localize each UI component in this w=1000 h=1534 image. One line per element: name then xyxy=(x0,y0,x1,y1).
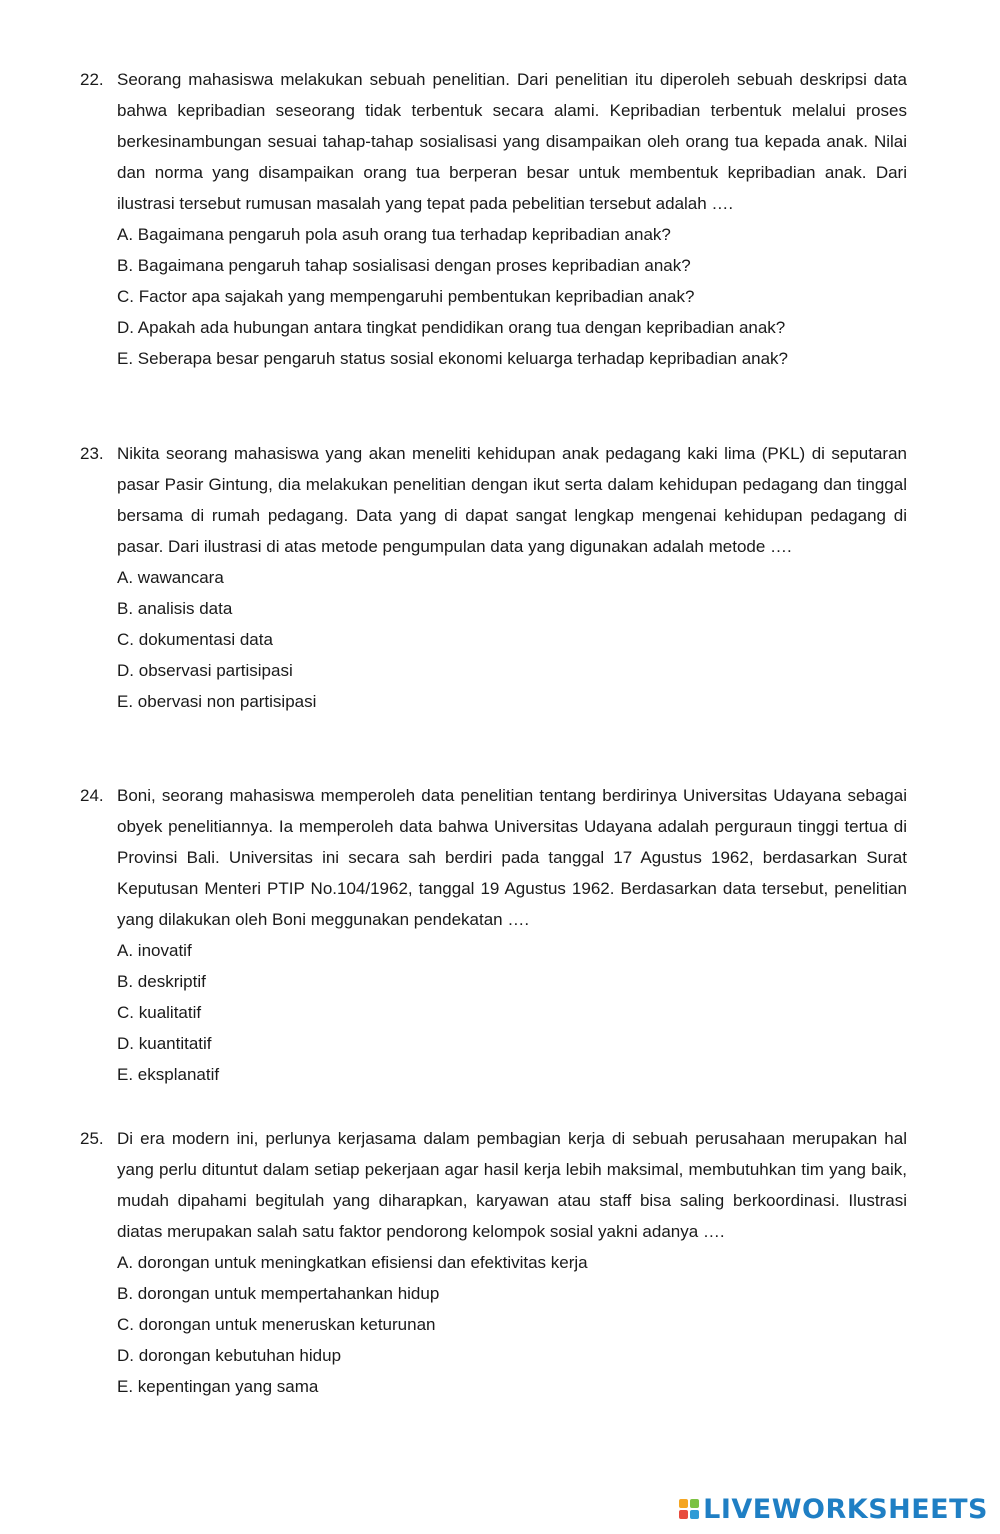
question-text: Seorang mahasiswa melakukan sebuah penelitian. Dari penelitian itu diperoleh sebuah deskripsi data bahwa kepribadian seseorang tidak terbentuk secara alami. Kepribadian terbentuk melalui proses berkesinambungan sesuai tahap-tahap sosialisasi yang disampaikan oleh orang tua kepada anak. Nilai dan norma yang disampaikan orang tua berperan besar untuk membentuk kepribadian anak. Dari ilustrasi tersebut rumusan masalah yang tepat pada pebelitian tersebut adalah …. xyxy=(117,70,907,213)
option-c[interactable] xyxy=(117,1309,907,1340)
question-number: 24. xyxy=(80,786,104,805)
question-25 xyxy=(80,1123,907,1402)
option-d[interactable] xyxy=(117,312,907,343)
option-text: dorongan untuk mempertahankan hidup xyxy=(137,1284,440,1303)
option-text: dorongan kebutuhan hidup xyxy=(138,1346,342,1365)
option-a[interactable] xyxy=(117,935,907,966)
option-a[interactable] xyxy=(117,562,907,593)
option-letter: D. xyxy=(117,1034,134,1053)
option-e[interactable] xyxy=(117,686,907,717)
option-e[interactable] xyxy=(117,1059,907,1090)
option-b[interactable] xyxy=(117,966,907,997)
option-letter: C. xyxy=(117,287,134,306)
option-d[interactable] xyxy=(117,1028,907,1059)
option-text: analisis data xyxy=(137,599,233,618)
option-c[interactable] xyxy=(117,997,907,1028)
option-text: deskriptif xyxy=(137,972,206,991)
option-e[interactable] xyxy=(117,343,907,374)
option-a[interactable] xyxy=(117,219,907,250)
option-c[interactable] xyxy=(117,281,907,312)
option-text: dorongan untuk meneruskan keturunan xyxy=(138,1315,436,1334)
question-23 xyxy=(80,438,907,717)
option-c[interactable] xyxy=(117,624,907,655)
logo-square-icon xyxy=(690,1510,699,1519)
option-text: obervasi non partisipasi xyxy=(137,692,317,711)
option-text: kuantitatif xyxy=(138,1034,212,1053)
question-text: Boni, seorang mahasiswa memperoleh data penelitian tentang berdirinya Universitas Udayana sebagai obyek penelitiannya. Ia memperoleh data bahwa Universitas Udayana adalah perguraun tinggi tertua di Provinsi Bali. Universitas ini secara sah berdiri pada tanggal 17 Agustus 1962, berdasarkan Surat Keputusan Menteri PTIP No.104/1962, tanggal 19 Agustus 1962. Berdasarkan data tersebut, penelitian yang dilakukan oleh Boni meggunakan pendekatan …. xyxy=(117,786,907,929)
option-text: dorongan untuk meningkatkan efisiensi dan efektivitas kerja xyxy=(137,1253,588,1272)
option-b[interactable] xyxy=(117,593,907,624)
question-text: Nikita seorang mahasiswa yang akan meneliti kehidupan anak pedagang kaki lima (PKL) di seputaran pasar Pasir Gintung, dia melakukan penelitian dengan ikut serta dalam kehidupan pedagang dan tinggal bersama di rumah pedagang. Data yang di dapat sangat lengkap mengenai kehidupan pedagang di pasar. Dari ilustrasi di atas metode pengumpulan data yang digunakan adalah metode …. xyxy=(117,444,907,556)
option-letter: E. xyxy=(117,1065,134,1084)
answer-options xyxy=(117,1247,907,1402)
option-text: kualitatif xyxy=(138,1003,202,1022)
liveworksheets-brand[interactable] xyxy=(679,1492,988,1526)
option-letter: D. xyxy=(117,318,134,337)
option-text: eksplanatif xyxy=(137,1065,220,1084)
option-letter: A. xyxy=(117,568,134,587)
option-text: inovatif xyxy=(137,941,192,960)
option-letter: B. xyxy=(117,599,134,618)
option-letter: B. xyxy=(117,1284,134,1303)
logo-square-icon xyxy=(679,1499,688,1508)
question-22 xyxy=(80,64,907,374)
question-number: 25. xyxy=(80,1129,104,1148)
option-e[interactable] xyxy=(117,1371,907,1402)
option-letter: A. xyxy=(117,225,134,244)
option-letter: C. xyxy=(117,1003,134,1022)
option-text: Seberapa besar pengaruh status sosial ekonomi keluarga terhadap kepribadian anak? xyxy=(137,349,789,368)
option-text: Apakah ada hubungan antara tingkat pendidikan orang tua dengan kepribadian anak? xyxy=(137,318,786,337)
option-b[interactable] xyxy=(117,1278,907,1309)
option-text: Factor apa sajakah yang mempengaruhi pembentukan kepribadian anak? xyxy=(138,287,695,306)
brand-name: LIVEWORKSHEETS xyxy=(703,1493,988,1525)
option-letter: C. xyxy=(117,1315,134,1334)
answer-options xyxy=(117,935,907,1090)
option-letter: D. xyxy=(117,1346,134,1365)
option-letter: B. xyxy=(117,972,134,991)
logo-square-icon xyxy=(690,1499,699,1508)
option-letter: A. xyxy=(117,1253,134,1272)
answer-options xyxy=(117,562,907,717)
option-letter: E. xyxy=(117,349,134,368)
option-letter: D. xyxy=(117,661,134,680)
option-letter: E. xyxy=(117,692,134,711)
option-letter: B. xyxy=(117,256,134,275)
answer-options xyxy=(117,219,907,374)
question-24 xyxy=(80,780,907,1090)
question-number: 23. xyxy=(80,444,104,463)
option-letter: C. xyxy=(117,630,134,649)
option-text: dokumentasi data xyxy=(138,630,273,649)
option-b[interactable] xyxy=(117,250,907,281)
option-text: kepentingan yang sama xyxy=(137,1377,319,1396)
question-number: 22. xyxy=(80,70,104,89)
option-text: wawancara xyxy=(137,568,224,587)
option-d[interactable] xyxy=(117,1340,907,1371)
option-d[interactable] xyxy=(117,655,907,686)
option-a[interactable] xyxy=(117,1247,907,1278)
question-text: Di era modern ini, perlunya kerjasama dalam pembagian kerja di sebuah perusahaan merupakan hal yang perlu dituntut dalam setiap pekerjaan agar hasil kerja lebih maksimal, membutuhkan tim yang baik, mudah dipahami begitulah yang diharapkan, karyawan atau staff bisa saling berkoordinasi. Ilustrasi diatas merupakan salah satu faktor pendorong kelompok sosial yakni adanya …. xyxy=(117,1129,907,1241)
option-letter: A. xyxy=(117,941,134,960)
option-text: Bagaimana pengaruh tahap sosialisasi dengan proses kepribadian anak? xyxy=(137,256,691,275)
option-letter: E. xyxy=(117,1377,134,1396)
logo-square-icon xyxy=(679,1510,688,1519)
option-text: observasi partisipasi xyxy=(138,661,293,680)
option-text: Bagaimana pengaruh pola asuh orang tua terhadap kepribadian anak? xyxy=(137,225,671,244)
liveworksheets-logo-icon xyxy=(679,1499,699,1519)
